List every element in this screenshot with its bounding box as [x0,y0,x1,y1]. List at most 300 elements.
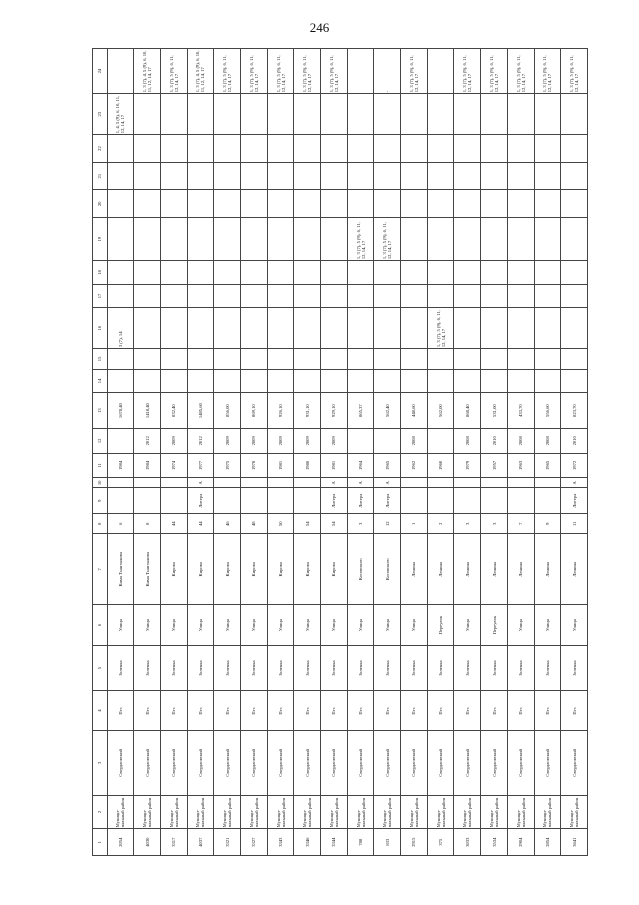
table-cell-col-15 [481,349,508,369]
table-cell-col-2: Муници-пальный район [427,795,454,829]
table-cell-col-16 [134,308,161,349]
table-cell-col-18 [374,261,401,285]
table-cell-col-12: 2008 [454,429,481,454]
table-cell-col-3: Свердловский [267,731,294,796]
table-cell-col-22 [507,135,534,163]
table-cell-col-4: Пгт. [240,691,267,731]
table-row [321,49,348,856]
table-cell-col-13: 931,10 [294,393,321,429]
table-cell-col-11: 1984 [107,453,134,478]
table-cell-col-5: Зеленка [214,646,241,691]
table-cell-col-14 [321,369,348,393]
table-cell-col-11: 1975 [214,453,241,478]
table-cell-col-8: 12 [374,514,401,534]
table-cell-col-6: Улица [561,605,588,646]
header-cell: 5 [93,646,108,691]
table-cell-col-11: 1978 [240,453,267,478]
table-cell-col-1: 2854 [534,829,561,856]
header-cell: 24 [93,49,108,94]
table-cell-col-4: Пгт. [561,691,588,731]
table-cell-col-24: 1, 3 (7), 4, 5 (9), 6, 10, 11, 12, 14, 17 [187,49,214,94]
table-cell-col-6: Улица [214,605,241,646]
table-cell-col-4: Пгт. [347,691,374,731]
table-cell-col-22 [401,135,428,163]
table-cell-col-24: 1, 3 (7), 5 (9), 6, 11, 12, 14, 17 [214,49,241,94]
table-cell-col-7: Кирова [187,534,214,605]
table-cell-col-7: Ленина [427,534,454,605]
table-cell-col-14 [347,369,374,393]
table-cell-col-23 [187,94,214,135]
table-cell-col-15 [267,349,294,369]
table-cell-col-22 [267,135,294,163]
table-cell-col-9: Литера [187,488,214,514]
table-cell-col-13: 556,60 [534,393,561,429]
table-cell-col-17 [294,284,321,308]
table-cell-col-16 [561,308,588,349]
table-cell-col-18 [507,261,534,285]
table-cell-col-17 [347,284,374,308]
table-cell-col-8: 3 [454,514,481,534]
table-cell-col-22 [561,135,588,163]
table-cell-col-2: Муници-пальный район [214,795,241,829]
table-cell-col-18 [347,261,374,285]
table-cell-col-13: 823,70 [561,393,588,429]
table-cell-col-20 [401,190,428,218]
table-cell-col-7: Кима Тхантыкова [134,534,161,605]
table-cell-col-2: Муници-пальный район [454,795,481,829]
table-cell-col-8: 54 [321,514,348,534]
table-cell-col-5: Зеленка [294,646,321,691]
table-cell-col-5: Зеленка [374,646,401,691]
table-cell-col-3: Свердловский [507,731,534,796]
table-cell-col-19 [294,218,321,261]
table-cell-col-10 [481,478,508,488]
table-cell-col-11: 1977 [187,453,214,478]
table-cell-col-12: 2009 [160,429,187,454]
table-cell-col-14 [534,369,561,393]
table-row [160,49,187,856]
table-cell-col-15 [214,349,241,369]
table-cell-col-4: Пгт. [454,691,481,731]
table-cell-col-7: Ленина [534,534,561,605]
table-cell-col-1: 3641 [561,829,588,856]
table-cell-col-3: Свердловский [561,731,588,796]
table-cell-col-12: 2010 [561,429,588,454]
table-cell-col-3: Свердловский [214,731,241,796]
table-cell-col-18 [134,261,161,285]
header-cell: 20 [93,190,108,218]
table-cell-col-3: Свердловский [160,731,187,796]
table-cell-col-20 [107,190,134,218]
table-cell-col-14 [374,369,401,393]
table-cell-col-8: 8 [134,514,161,534]
table-row [401,49,428,856]
table-cell-col-12: 2009 [321,429,348,454]
table-cell-col-21 [454,162,481,190]
table-cell-col-14 [454,369,481,393]
table-cell-col-16 [401,308,428,349]
table-cell-col-10 [160,478,187,488]
table-cell-col-12: 2009 [240,429,267,454]
table-cell-col-5: Зеленка [507,646,534,691]
table-cell-col-16 [481,308,508,349]
table-cell-col-5: Зеленка [347,646,374,691]
table-cell-col-1: 2915 [401,829,428,856]
table-cell-col-5: Зеленка [160,646,187,691]
table-cell-col-12: 2008 [507,429,534,454]
table-cell-col-1: 3343 [267,829,294,856]
table-cell-col-6: Улица [347,605,374,646]
table-cell-col-24: 1, 3 (7), 5 (9), 6, 11, 12, 14, 17 [534,49,561,94]
table-cell-col-6: Улица [507,605,534,646]
table-cell-col-10 [401,478,428,488]
table-cell-col-15 [507,349,534,369]
table-cell-col-22 [454,135,481,163]
table-cell-col-16: 1, 3 (7), 5 (9), 6, 11, 12, 14, 17 [427,308,454,349]
table-cell-col-8: 48 [240,514,267,534]
table-row [134,49,161,856]
table-cell-col-24: 1, 3 (7), 5 (9), 6, 11, 12, 14, 17 [507,49,534,94]
table-cell-col-20 [134,190,161,218]
table-cell-col-8: 1 [401,514,428,534]
table-cell-col-9 [454,488,481,514]
table-cell-col-5: Зеленка [267,646,294,691]
table-cell-col-13: 926,10 [267,393,294,429]
table-cell-col-22 [160,135,187,163]
table-cell-col-5: Зеленка [561,646,588,691]
table-cell-col-22 [374,135,401,163]
table-cell-col-21 [427,162,454,190]
table-cell-col-13: 1485,60 [187,393,214,429]
table-cell-col-21 [507,162,534,190]
table-cell-col-16 [534,308,561,349]
table-cell-col-10 [240,478,267,488]
table-cell-col-24: 1, 3 (7), 5 (9), 6, 11, 12, 14, 17 [401,49,428,94]
table-cell-col-11: 1960 [427,453,454,478]
table-cell-col-3: Свердловский [427,731,454,796]
table-cell-col-22 [427,135,454,163]
table-cell-col-16 [294,308,321,349]
table-cell-col-6: Переулок [481,605,508,646]
table-cell-col-15 [160,349,187,369]
table-cell-col-7: Ленина [454,534,481,605]
table-cell-col-14 [481,369,508,393]
table-cell-col-17 [454,284,481,308]
table-cell-col-5: Зеленка [134,646,161,691]
table-cell-col-16 [321,308,348,349]
table-cell-col-11: 1981 [267,453,294,478]
table-cell-col-11: 1964 [347,453,374,478]
table-cell-col-3: Свердловский [107,731,134,796]
table-cell-col-11: 1984 [134,453,161,478]
table-cell-col-18 [561,261,588,285]
rotated-table-frame [92,48,588,856]
table-cell-col-7: Кирова [321,534,348,605]
table-cell-col-15 [374,349,401,369]
table-cell-col-19 [454,218,481,261]
table-cell-col-3: Свердловский [374,731,401,796]
table-cell-col-2: Муници-пальный район [347,795,374,829]
table-cell-col-22 [481,135,508,163]
table-cell-col-21 [267,162,294,190]
table-cell-col-20 [427,190,454,218]
table-cell-col-15 [134,349,161,369]
table-cell-col-10 [507,478,534,488]
table-cell-col-8: 6 [107,514,134,534]
table-row [534,49,561,856]
table-cell-col-10 [534,478,561,488]
table-cell-col-15 [347,349,374,369]
table-cell-col-7: Кирова [294,534,321,605]
table-cell-col-8: 44 [187,514,214,534]
table-cell-col-14 [160,369,187,393]
table-cell-col-7: Кима Тхантыкова [107,534,134,605]
table-cell-col-14 [240,369,267,393]
table-cell-col-2: Муници-пальный район [240,795,267,829]
table-cell-col-19 [214,218,241,261]
table-cell-col-20 [534,190,561,218]
table-cell-col-23 [374,94,401,135]
table-cell-col-15 [401,349,428,369]
table-cell-col-23 [294,94,321,135]
table-cell-col-11: 1965 [374,453,401,478]
table-cell-col-4: Пгт. [534,691,561,731]
table-cell-col-9 [160,488,187,514]
header-cell: 7 [93,534,108,605]
table-cell-col-17 [107,284,134,308]
table-cell-col-12 [107,429,134,454]
table-row [267,49,294,856]
table-cell-col-8: 2 [427,514,454,534]
table-cell-col-3: Свердловский [454,731,481,796]
table-cell-col-11: 1965 [534,453,561,478]
header-cell: 8 [93,514,108,534]
table-cell-col-8: 7 [507,514,534,534]
table-cell-col-20 [240,190,267,218]
table-cell-col-21 [240,162,267,190]
table-cell-col-10: А [321,478,348,488]
table-cell-col-6: Улица [374,605,401,646]
table-cell-col-13: 1678,40 [107,393,134,429]
table-cell-col-5: Зеленка [454,646,481,691]
table-row [481,49,508,856]
table-cell-col-16 [214,308,241,349]
table-cell-col-21 [561,162,588,190]
table-cell-col-8: 54 [294,514,321,534]
table-cell-col-19 [267,218,294,261]
table-cell-col-18 [240,261,267,285]
table-cell-col-7: Кирова [267,534,294,605]
table-cell-col-13: 929,10 [321,393,348,429]
table-cell-col-23 [534,94,561,135]
table-cell-col-9 [401,488,428,514]
table-cell-col-15 [427,349,454,369]
table-cell-col-2: Муници-пальный район [374,795,401,829]
table-cell-col-16 [240,308,267,349]
table-cell-col-17 [401,284,428,308]
table-cell-col-3: Свердловский [401,731,428,796]
table-cell-col-24: 1, 3 (7), 5 (9), 6, 11, 12, 14, 17 [321,49,348,94]
table-cell-col-12 [374,429,401,454]
table-cell-col-7: Кирова [214,534,241,605]
table-cell-col-22 [134,135,161,163]
table-cell-col-23 [160,94,187,135]
table-cell-col-18 [214,261,241,285]
table-cell-col-13: 869,10 [240,393,267,429]
table-cell-col-7: Кирова [160,534,187,605]
table-cell-col-2: Муници-пальный район [507,795,534,829]
table-cell-col-14 [267,369,294,393]
table-cell-col-2: Муници-пальный район [534,795,561,829]
table-cell-col-19 [507,218,534,261]
table-cell-col-22 [240,135,267,163]
table-cell-col-19 [107,218,134,261]
header-cell: 14 [93,369,108,393]
table-cell-col-17 [561,284,588,308]
table-cell-col-18 [401,261,428,285]
table-cell-col-20 [561,190,588,218]
table-cell-col-1: 4030 [134,829,161,856]
table-cell-col-22 [214,135,241,163]
table-cell-col-23 [454,94,481,135]
table-cell-col-18 [481,261,508,285]
table-cell-col-11: 1972 [561,453,588,478]
table-cell-col-20 [454,190,481,218]
table-cell-col-12 [347,429,374,454]
header-cell: 6 [93,605,108,646]
table-cell-col-24: 1, 3 (7), 5 (9), 6, 11, 12, 14, 17 [294,49,321,94]
table-cell-col-19 [160,218,187,261]
table-cell-col-3: Свердловский [294,731,321,796]
table-cell-col-11: 1974 [160,453,187,478]
table-cell-col-13: 433,70 [507,393,534,429]
table-cell-col-21 [107,162,134,190]
table-cell-col-2: Муници-пальный район [561,795,588,829]
table-cell-col-4: Пгт. [481,691,508,731]
table-cell-col-24 [427,49,454,94]
header-cell: 1 [93,829,108,856]
table-cell-col-22 [187,135,214,163]
table-cell-col-9 [240,488,267,514]
table-cell-col-1: 4037 [187,829,214,856]
table-cell-col-10 [454,478,481,488]
table-cell-col-15 [561,349,588,369]
table-cell-col-18 [427,261,454,285]
table-cell-col-23 [427,94,454,135]
table-cell-col-22 [107,135,134,163]
table-cell-col-8: 11 [561,514,588,534]
table-cell-col-20 [374,190,401,218]
table-cell-col-1: 3327 [240,829,267,856]
table-cell-col-23 [507,94,534,135]
table-cell-col-6: Улица [134,605,161,646]
table-cell-col-21 [534,162,561,190]
table-cell-col-4: Пгт. [160,691,187,731]
table-cell-col-20 [187,190,214,218]
table-cell-col-2: Муници-пальный район [481,795,508,829]
table-cell-col-17 [321,284,348,308]
table-cell-col-1: 833 [374,829,401,856]
table-cell-col-12 [427,429,454,454]
table-cell-col-6: Переулок [427,605,454,646]
table-cell-col-11: 1963 [507,453,534,478]
header-cell: 2 [93,795,108,829]
table-cell-col-14 [187,369,214,393]
table-cell-col-7: Ленина [507,534,534,605]
table-cell-col-15 [534,349,561,369]
table-cell-col-1: 3346 [294,829,321,856]
table-cell-col-16 [507,308,534,349]
table-cell-col-2: Муници-пальный район [401,795,428,829]
table-cell-col-11: 1957 [481,453,508,478]
table-cell-col-18 [267,261,294,285]
table-cell-col-20 [321,190,348,218]
table-cell-col-19 [187,218,214,261]
page-number: 246 [309,20,330,35]
table-cell-col-6: Улица [534,605,561,646]
table-cell-col-9 [134,488,161,514]
table-cell-col-7: Котовского [347,534,374,605]
table-cell-col-21 [401,162,428,190]
table-cell-col-1: 2054 [107,829,134,856]
table-cell-col-5: Зеленка [240,646,267,691]
table-cell-col-9 [294,488,321,514]
table-cell-col-13: 448,60 [401,393,428,429]
table-cell-col-16 [454,308,481,349]
table-cell-col-22 [347,135,374,163]
table-cell-col-13: 868,40 [454,393,481,429]
table-cell-col-17 [427,284,454,308]
table-cell-col-23: 1, 4, 5 (9), 6, 10, 11, 12, 14, 17 [107,94,134,135]
table-cell-col-7: Ленина [481,534,508,605]
table-cell-col-9 [427,488,454,514]
table-cell-col-12: 2008 [534,429,561,454]
table-body [93,49,588,856]
table-cell-col-10 [267,478,294,488]
table-cell-col-16 [187,308,214,349]
table-cell-col-4: Пгт. [427,691,454,731]
table-cell-col-8: 3 [347,514,374,534]
table-cell-col-11: 1981 [321,453,348,478]
table-cell-col-6: Улица [321,605,348,646]
table-cell-col-14 [214,369,241,393]
table-cell-col-2: Муници-пальный район [160,795,187,829]
table-cell-col-3: Свердловский [481,731,508,796]
table-cell-col-11: 1980 [294,453,321,478]
header-cell: 3 [93,731,108,796]
table-cell-col-21 [347,162,374,190]
table-cell-col-12: 2009 [294,429,321,454]
table-cell-col-19 [561,218,588,261]
table-cell-col-3: Свердловский [321,731,348,796]
table-cell-col-6: Улица [294,605,321,646]
table-cell-col-4: Пгт. [214,691,241,731]
table-cell-col-23 [321,94,348,135]
table-row [427,49,454,856]
table-cell-col-4: Пгт. [507,691,534,731]
table-cell-col-24: - [374,49,401,94]
table-cell-col-10 [107,478,134,488]
table-cell-col-5: Зеленка [187,646,214,691]
table-cell-col-9: Литера [321,488,348,514]
table-cell-col-2: Муници-пальный район [267,795,294,829]
table-cell-col-4: Пгт. [107,691,134,731]
table-cell-col-7: Ленина [561,534,588,605]
table-cell-col-5: Зеленка [321,646,348,691]
table-cell-col-14 [427,369,454,393]
table-cell-col-4: Пгт. [267,691,294,731]
table-cell-col-17 [240,284,267,308]
